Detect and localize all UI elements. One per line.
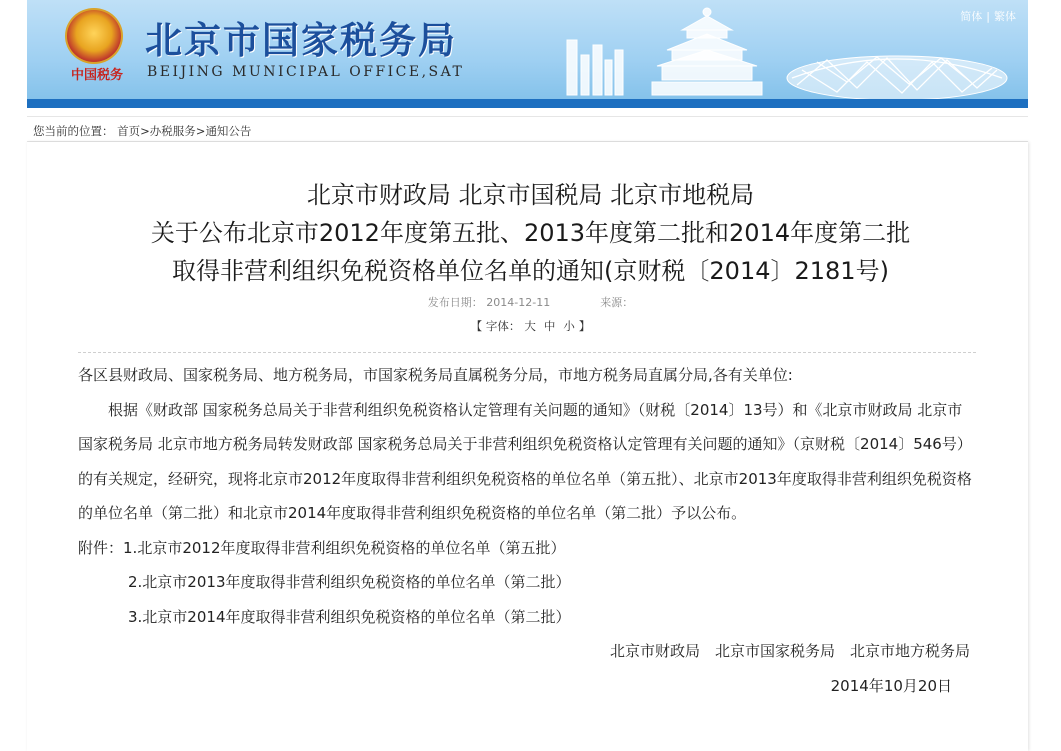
attachment-link-1[interactable]: 1.北京市2012年度取得非营利组织免税资格的单位名单（第五批） <box>123 538 566 557</box>
article-title-line: 关于公布北京市2012年度第五批、2013年度第二批和2014年度第二批 <box>150 219 911 247</box>
signatories: 北京市财政局 北京市国家税务局 北京市地方税务局 <box>609 642 970 660</box>
beijing-skyline-illustration <box>557 0 1027 100</box>
header-bottom-strip <box>27 99 1028 108</box>
article-title-line: 取得非营利组织免税资格单位名单的通知(京财税〔2014〕2181号) <box>172 257 889 285</box>
font-size-medium-link[interactable]: 中 <box>543 319 556 333</box>
simplified-chinese-link[interactable]: 简体 <box>960 10 983 23</box>
breadcrumb-prefix: 您当前的位置： <box>33 124 114 138</box>
body-paragraph: 根据《财政部 国家税务总局关于非营利组织免税资格认定管理有关问题的通知》（财税〔2014〕13号）和《北京市财政局 北京市国家税务局 北京市地方税务局转发财政部 国家税务总局关于非营利组织免税资格认定管理有关问题的通知》（京财税〔2014〕546号）的有关规定，经研究，现将北京市2012年度取得非营利组织免税资格的单位名单（第五批）、北京市2013年度取得非营利组织免税资格的单位名单（第二批）和北京市2014年度取得非营利组织免税资格的单位名单（第二批）予以公布。 <box>78 400 972 522</box>
content-divider <box>78 352 976 353</box>
emblem-caption: 中国税务 <box>70 68 123 83</box>
article-title <box>0 176 1061 290</box>
salutation: 各区县财政局、国家税务局、地方税务局，市国家税务局直属税务分局，市地方税务局直属分局,各有关单位: <box>78 366 793 384</box>
attachment-item <box>78 531 976 566</box>
font-size-control <box>0 318 1061 334</box>
breadcrumb <box>27 116 1028 142</box>
traditional-chinese-link[interactable]: 繁体 <box>994 10 1016 23</box>
font-size-suffix: 】 <box>578 319 591 333</box>
lang-separator: | <box>986 10 990 23</box>
attachment-link-2[interactable]: 2.北京市2013年度取得非营利组织免税资格的单位名单（第二批） <box>128 573 571 591</box>
language-switch <box>960 8 1016 24</box>
article-body <box>78 358 976 703</box>
site-subtitle: BEIJING MUNICIPAL OFFICE,SAT <box>147 64 465 80</box>
site-title: 北京市国家税务局 <box>145 19 457 62</box>
breadcrumb-notices[interactable]: 通知公告 <box>205 124 252 138</box>
article-meta <box>0 294 1061 310</box>
breadcrumb-separator: > <box>140 124 150 138</box>
publish-date-label: 发布日期： <box>427 296 483 309</box>
publish-date: 2014-12-11 <box>486 296 551 309</box>
font-size-large-link[interactable]: 大 <box>524 319 536 333</box>
source-label: 来源： <box>600 296 634 309</box>
sign-date: 2014年10月20日 <box>830 676 952 695</box>
font-size-prefix: 【 字体： <box>470 319 521 333</box>
font-size-small-link[interactable]: 小 <box>563 319 575 333</box>
article-title-line: 北京市财政局 北京市国税局 北京市地税局 <box>306 181 755 209</box>
breadcrumb-home[interactable]: 首页 <box>117 124 141 138</box>
tax-emblem-icon <box>65 8 123 64</box>
attachments-label: 附件： <box>78 538 124 557</box>
breadcrumb-separator: > <box>195 124 206 138</box>
site-header <box>27 0 1028 108</box>
breadcrumb-tax-services[interactable]: 办税服务 <box>149 124 196 138</box>
attachment-link-3[interactable]: 3.北京市2014年度取得非营利组织免税资格的单位名单（第二批） <box>128 607 571 626</box>
